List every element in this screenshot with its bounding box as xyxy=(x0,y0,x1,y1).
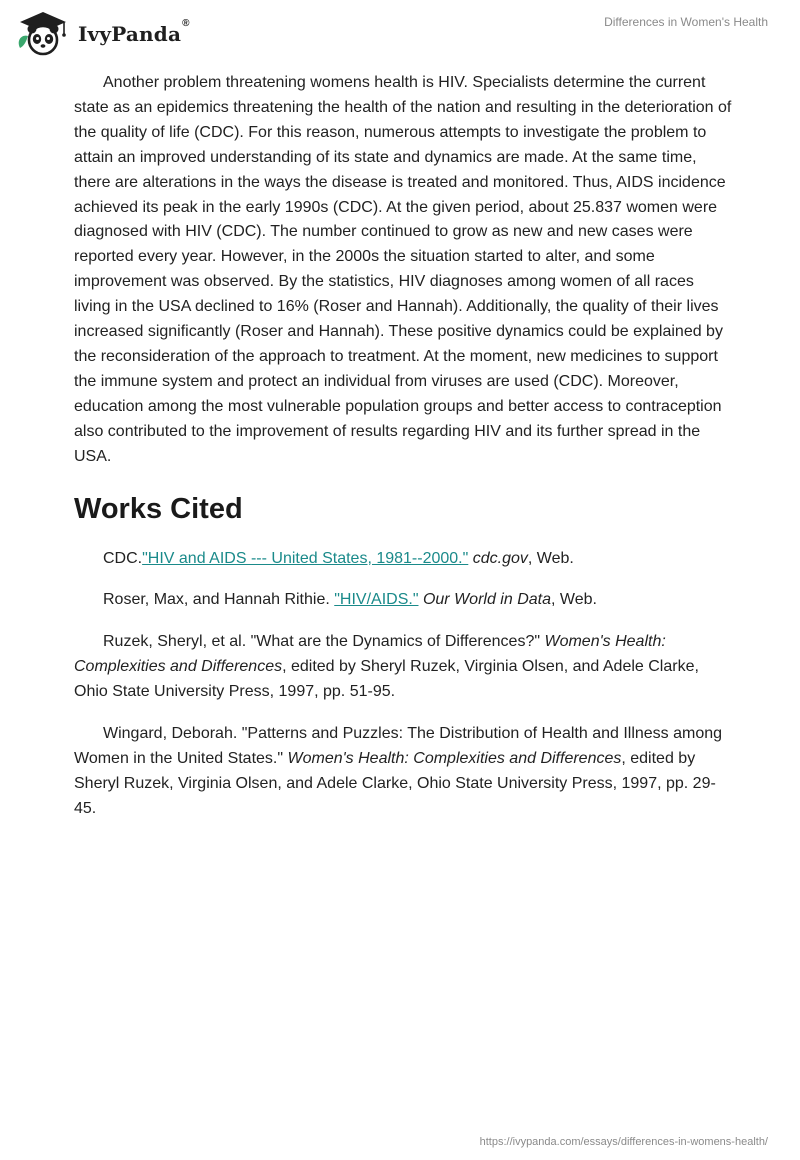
works-cited-heading: Works Cited xyxy=(74,492,243,525)
citation-source: Women's Health: Complexities and Differences xyxy=(287,749,622,767)
citation-tail: , edited by Sheryl Ruzek, Virginia Olsen, and Adele Clarke, Ohio State University Press, 1997, pp. 29-45. xyxy=(74,749,716,817)
citation-author: Roser, Max, and Hannah Rithie. xyxy=(103,591,335,609)
citation-source: Our World in Data xyxy=(422,591,551,609)
citation-tail: , Web. xyxy=(551,591,597,609)
citation-tail: , Web. xyxy=(527,549,574,567)
body-paragraph: Another problem threatening womens health is HIV. Specialists determine the current state as an epidemics threatening the health of the nation and resulting in the deterioration of the quality of life (CDC). For this reason, numerous attempts to investigate the problem to attain an improved understanding of its state and dynamics are made. At the same time, there are alterations in the ways the disease is treated and monitored. Thus, AIDS incidence achieved its peak in the early 1990s (CDC). At the given period, about 25.837 women were diagnosed with HIV (CDC). The number continued to grow as new and new cases were reported every year. However, in the 2000s the situation started to alter, and some improvement was observed. By the statistics, HIV diagnoses among women of all races living in the USA declined to 16% (Roser and Hannah). Additionally, the quality of their lives increased significantly (Roser and Hannah). These positive dynamics could be explained by the reconsideration of the approach to treatment. At the moment, new medicines to support the immune system and protect an individual from viruses are used (CDC). Moreover, education among the most vulnerable population groups and better access to contraception also contributed to the improvement of results regarding HIV and its further spread in the USA. xyxy=(74,74,732,465)
registered-mark: ® xyxy=(182,18,190,29)
citation-author: Wingard, Deborah. "Patterns and Puzzles: The Distribution of Health and Illness among Women in the United States." xyxy=(74,725,723,767)
citation-link-cdc[interactable]: "HIV and AIDS --- United States, 1981--2000." xyxy=(142,549,469,567)
citation-ruzek xyxy=(74,630,734,705)
citation-link-hiv-aids[interactable]: "HIV/AIDS." xyxy=(334,591,419,609)
panda-logo-icon xyxy=(14,8,72,56)
citation-author: CDC. xyxy=(103,549,143,567)
document-title: Differences in Women's Health xyxy=(604,15,768,29)
citation-roser xyxy=(74,588,734,613)
citation-source: Women's Health: Complexities and Differences xyxy=(74,633,666,676)
citation-author: Ruzek, Sheryl, et al. "What are the Dynamics of Differences?" xyxy=(103,633,545,651)
essay-content xyxy=(74,71,734,839)
citation-source: cdc.gov xyxy=(472,549,528,567)
ivypanda-logo[interactable] xyxy=(14,8,190,56)
logo-wordmark: IvyPanda® xyxy=(78,18,190,46)
citation-cdc xyxy=(74,547,734,572)
citation-wingard xyxy=(74,722,734,822)
citation-tail: , edited by Sheryl Ruzek, Virginia Olsen, and Adele Clarke, Ohio State University Press, 1997, pp. 51-95. xyxy=(74,658,699,701)
page-header xyxy=(0,0,800,60)
footer-url[interactable]: https://ivypanda.com/essays/differences-in-womens-health/ xyxy=(479,1136,768,1148)
